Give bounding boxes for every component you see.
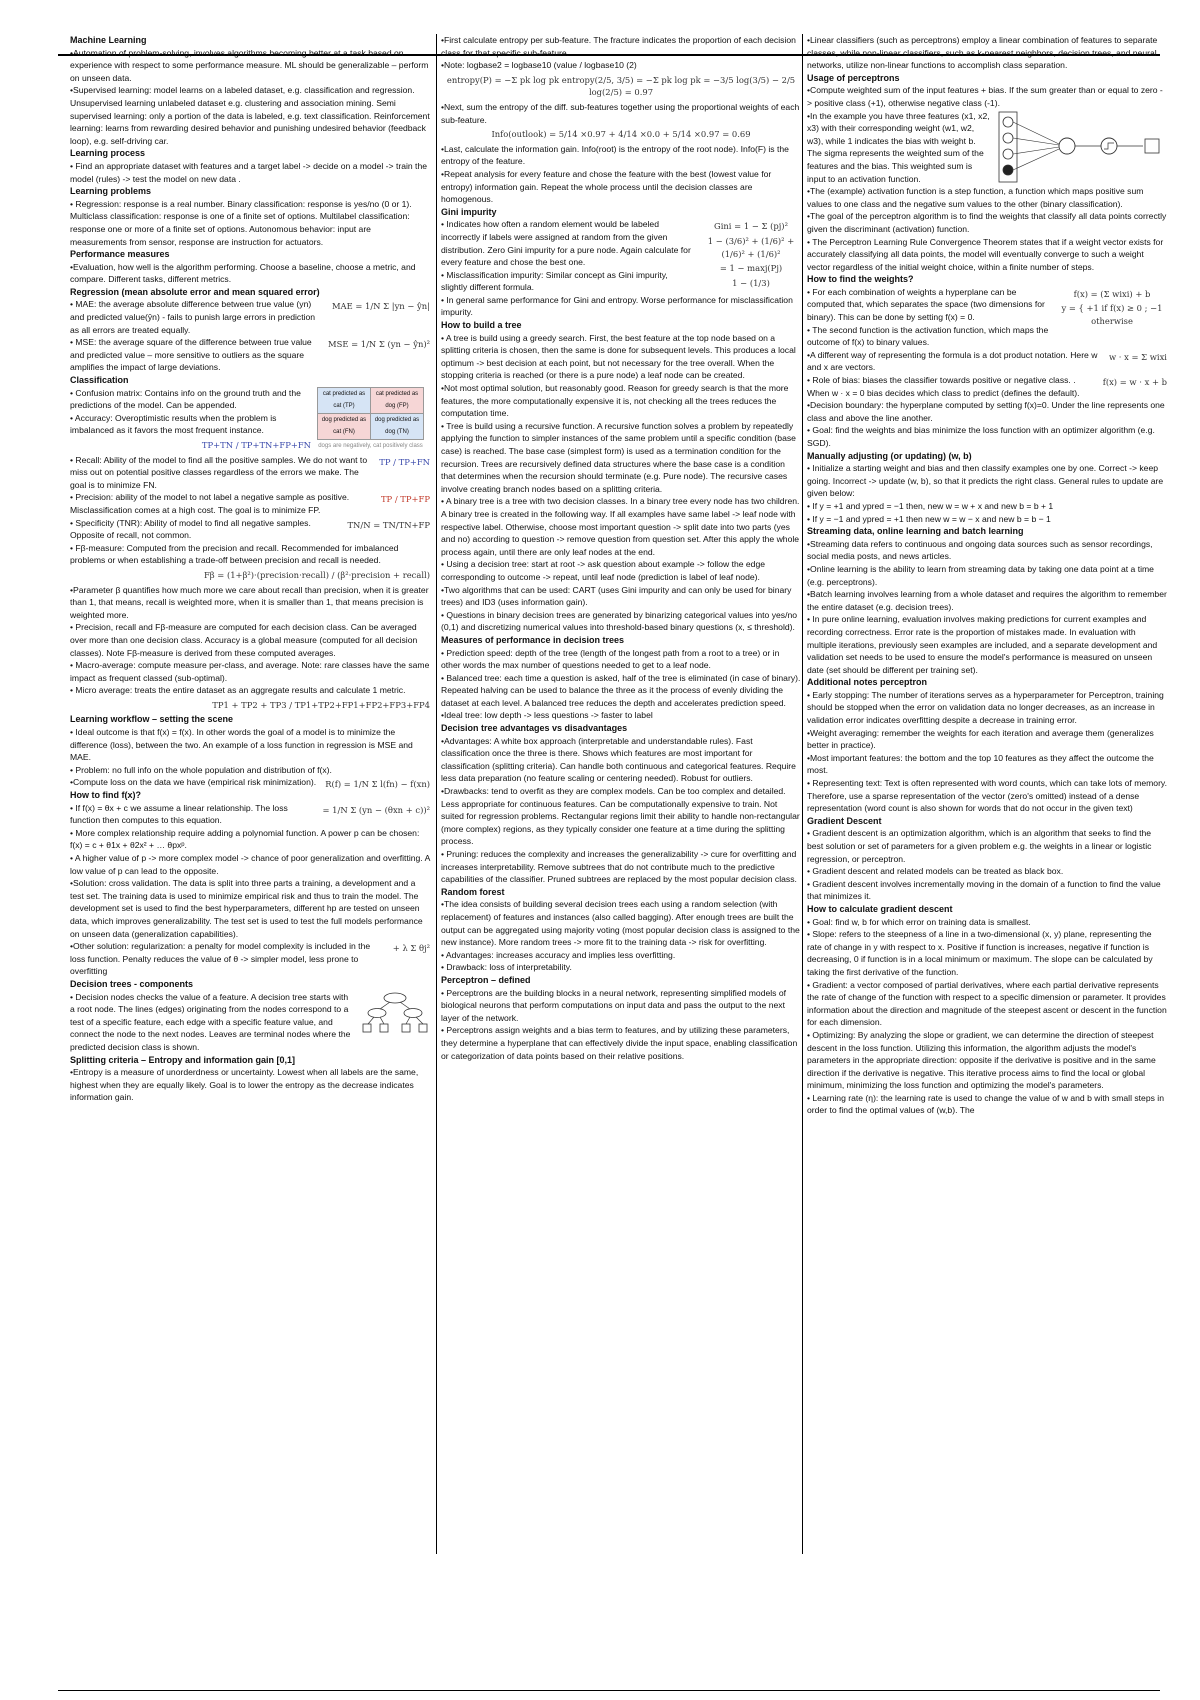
heading-splitting: Splitting criteria – Entropy and information gain [0,1] [70,1054,296,1065]
learning-process: • Find an appropriate dataset with features and a target label -> decide on a model -> train the model (rules) -> test the model on new data . [70,160,428,184]
bias-formula: f(x) = w · x + b [1102,377,1167,388]
slope: • Slope: refers to the steepness of a line in a two-dimensional (x, y) plane, representing the rate of change in y with respect to x. Positive if function is increases, negative if function is decreasing, 0 if function is in a local minimum or maximum. The slope can be calculated by taking the first derivative of the function. [807,929,1153,977]
drawbacks: •Drawbacks: tend to overfit as they are complex models. Can be too complex and detailed. Less appropriate for continuous features. Can be computationally expensive to train. Not suited for regression problems. Rectangular regions limit their ability to handle non-rectangular (more complex) regions, as they typically consider one feature at a time during the splitting process. [441,786,800,847]
heading-usage: Usage of perceptrons [807,72,900,83]
reg-formula: + λ Σ θj² [392,943,430,954]
activation-function: •The (example) activation function is a step function, a function which maps positive sum values to one class and the negative sum values to the other (binary classification). [807,186,1144,209]
dot-formula: w · x = Σ wixi [1108,351,1167,362]
heading-classification: Classification [70,375,129,386]
bottom-divider [58,1690,1160,1691]
manual-2: • If y = +1 and ypred = −1 then, new w = w + x and new b = b + 1 [807,500,1054,511]
mae-formula: MAE = 1/N Σ |yn − ŷn| [331,301,430,312]
matrix-tn: dog predicted as dog (TN) [371,413,424,439]
gini-example: 1 − (3/6)² + (1/6)² + (1/6)² + (1/6)² [707,235,795,259]
heading-learning-process: Learning process [70,148,146,159]
perceptron-1: • Perceptrons are the building blocks in a neural network, representing simplified models of biological neurons that perform computations on input data and pass the output to the next layer of the network. [441,987,787,1023]
gd-2: • Gradient descent and related models can be treated as black box. [807,866,1064,877]
weights-formula: f(x) = (Σ wixi) + b [1073,288,1151,299]
entropy-formula: entropy(P) = −Σ pk log pk entropy(2/5, 3/5) = −Σ pk log pk = −3/5 log(3/5) − 2/5 log(2/5) = 0.97 [446,74,796,98]
early-stopping: • Early stopping: The number of iterations serves as a hyperparameter for Perceptron, training should be stopped when the error on validation data no longer decreases, as an increase in validation error indicates overfitting despite a decrease in training error. [807,689,1164,726]
online-learning: •Online learning is the ability to learn from streaming data by taking one data point at a time (e.g. perceptrons). [807,563,1154,587]
pruning: • Pruning: reduces the complexity and increases the generalizability -> cure for overfitting and increases interpretability. Remove subtrees that do not contribute much to the predictive capabilities of the classifier. Pruned subtrees are replaced by the most popular decision class. [441,849,797,885]
column-2 [436,34,801,1554]
heading-weights: How to find the weights? [807,274,914,285]
manual-3: • If y = −1 and ypred = +1 then new w = w − x and new b = b − 1 [807,513,1051,524]
specificity-text: • Specificity (TNR): Ability of model to find all negative samples. Opposite of recall, not common. [70,517,311,541]
heading-gini: Gini impurity [441,206,497,217]
info-formula: Info(outlook) = 5/14 ×0.97 + 4/14 ×0.0 + 5/14 ×0.97 = 0.69 [491,129,751,140]
entropy-first: •First calculate entropy per sub-feature. The fracture indicates the proportion of each decision class for that specific sub-feature. [441,35,796,58]
representing-text: • Representing text: Text is often represented with word counts, which can take lots of memory. Therefore, use a sparse representation of the vector (zero's omitted) instead of a dense representation (word count is also shown for words that do not occur in the given text) [807,778,1167,814]
ideal-tree: •Ideal tree: low depth -> less questions -> faster to label [441,710,653,721]
heading-advantages: Decision tree advantages vs disadvantages [441,723,628,734]
weights-1: • For each combination of weights a hyperplane can be computed that, which separates the space (two dimensions for binary). This can be done by setting f(x) = 0. [807,286,1045,323]
heading-streaming: Streaming data, online learning and batch learning [807,526,1024,537]
section-title-machine-learning: Machine Learning [70,35,147,45]
misclass-text: • Misclassification impurity: Similar concept as Gini impurity, slightly different formula. [441,269,668,293]
build-2: •Not most optimal solution, but reasonably good. Reason for greedy search is that the more features, the more computationally expensive it is, not checking all the trees reduces the computation time. [441,383,789,419]
precision-text: • Precision: ability of the model to not label a negative sample as positive. Misclassification comes at a high cost. The goal is to minimize FP. [70,492,350,515]
gd-1: • Gradient descent is an optimization algorithm, which is an algorithm that seeks to find the best solution or set of parameters for a given problem e.g. the weights in a linear or logistic regression, or perceptron. [807,828,1152,864]
mae-text: • MAE: the average absolute difference between true value (yn) and predicted value(ŷn) - fails to punish large errors in prediction as all errors are treated equally. [70,299,316,335]
regularization: •Other solution: regularization: a penalty for model complexity is included in the loss function. Penalty reduces the value of θ -> simpler model, less prone to overfitting [70,941,371,977]
column-3 [802,34,1167,1554]
find-2: • More complex relationship require adding a polynomial function. A power p can be chosen: f(x) = c + θ1x + θ2x² + … θpxᵖ. [70,827,420,851]
build-3: • Tree is build using a recursive function. A recursive function solves a problem by repeatedly applying the function to simpler instances of the same problem until a specific condition (base case) is reached. The base case (simplest form) is used as a termination condition for the recursion. Trees are recursively defined data structures where the base case is a condition that determines when the recursion should terminate (e.g. Pure node). The recursive cases involve creating branch nodes based on a splitting criteria. [441,420,796,494]
workflow-2: • Problem: no full info on the whole population and distribution of f(x). [70,764,332,775]
risk-formula: R(f) = 1/N Σ l(fn) − f(xn) [325,779,430,790]
mse-text: • MSE: the average square of the difference between true value and predicted value – more sensitive to outliers as the square amplifies the impact of large deviations. [70,337,312,373]
gradient: • Gradient: a vector composed of partial derivatives, where each partial derivative represents the rate of change of the function with respect to a specific dimension or parameter. It provides information about the direction and magnitude of the steepest ascent or descent in the function for each dimension. [807,979,1167,1028]
prediction-speed: • Prediction speed: depth of the tree (length of the longest path from a root to a tree) or in other words the max number of questions needed to get to a leaf node. [441,647,780,671]
streaming-data: •Streaming data refers to continuous and ongoing data sources such as sensor recordings, social media posts, and news articles. [807,538,1153,562]
recall-text: • Recall: Ability of the model to find all the positive samples. We do not want to miss out on potential positive classes regardless of the errors we make. The goal is to minimize FN. [70,454,368,490]
find-1: • If f(x) = θx + c we assume a linear relationship. The loss function then computes to this equation. [70,802,288,826]
column-1 [70,34,430,1104]
workflow-3: •Compute loss on the data we have (empirical risk minimization). [70,777,317,788]
matrix-tp: cat predicted as cat (TP) [318,387,371,413]
misclass-example: 1 − (1/3) [732,277,770,288]
optimizing: • Optimizing: By analyzing the slope or gradient, we can determine the direction of steepest descent in the loss function. Utilizing this information, the algorithm adjusts the model's parameters in the appropriate direction: opposite if the derivative is positive and in the same direction if the derivative is negative. This iterative process aims to find the local or global minimum, minimizing the loss function and optimizing the model's parameters. [807,1029,1156,1091]
forest-advantages: • Advantages: increases accuracy and implies less overfitting. [441,949,676,960]
precision-formula: TP / TP+FP [380,494,430,505]
heading-perceptron: Perceptron – defined [441,974,531,985]
heading-learning-problems: Learning problems [70,186,152,197]
precision-recall-text: • Precision, recall and Fβ-measure are computed for each decision class. Can be averaged over more than one decision class. Accuracy is a global measure (computed for all decision classes). Note Fβ-measure is derived from these computed averages. [70,622,418,658]
confusion-text: • Confusion matrix: Contains info on the ground truth and the predictions of the model. Can be appended. [70,387,301,411]
heading-regression: Regression (mean absolute error and mean squared error) [70,286,320,297]
beta-text: •Parameter β quantifies how much more we care about recall than precision, when it is greater than 1, that means, recall is weighted more, when it is smaller than 1, that means precision is weighted more. [70,584,429,620]
advantages: •Advantages: A white box approach (interpretable and understandable rules). Fast classification once the three is there. Shows which features are most important for classification (splitting criteria). Can handle both continuous and categorical features. Require less data preparation (no feature scaling or centering needed). Robust for outliers. [441,735,796,784]
perceptron-2: • Perceptrons assign weights and a bias term to features, and by utilizing these parameters, they determine a hyperplane that can effectively divide the input space, enabling classification or categorization of data points based on their relative positions. [441,1025,798,1061]
sum-entropy: •Next, sum the entropy of the diff. sub-features together using the proportional weights of each sub-feature. [441,101,800,125]
batch-learning: •Batch learning involves learning from a whole dataset and requires the algorithm to remember the entire dataset (e.g. decision trees). [807,589,1167,612]
heading-find-f: How to find f(x)? [70,790,141,801]
important-features: •Most important features: the bottom and the top 10 features as they affect the outcome the most. [807,752,1154,776]
cross-validation: •Solution: cross validation. The data is split into three parts a training, a development and a test set. The training data is used to minimize empirical risk and thus to train the model. The development set is used to find the best hyperparameters, different hp are tested on unseen data, which improves generalizability. The test set is used to test the full models performance on unseen data (generalization capabilities). [70,878,423,939]
fmeasure-text: • Fβ-measure: Computed from the precision and recall. Recommended for imbalanced problems or when establishing a trade-off between precision and recall is needed. [70,542,399,566]
decision-trees: • Decision nodes checks the value of a feature. A decision tree starts with a root node. The lines (edges) originating from the nodes correspond to a test of a specific feature, each edge with a specific feature value, and connect the node to the next nodes. Leaves are terminal nodes where the predicted decision class is shown. [70,991,351,1052]
heading-measures: Measures of performance in decision trees [441,634,625,645]
last-calc: •Last, calculate the information gain. Info(root) is the entropy of the root node). Info(F) is the entropy of the feature. [441,143,789,167]
balanced-tree: • Balanced tree: each time a question is asked, half of the tree is eliminated (in case of binary). Repeated halving can be used to balance the three as it the process of evenly dividing the dataset at each level. A balanced tree reduces the depth and accelerates prediction speed. [441,672,801,708]
micro-formula: TP1 + TP2 + TP3 / TP1+TP2+FP1+FP2+FP3+FP4 [212,699,430,710]
weights-2: • The second function is the activation function, which maps the outcome of f(x) to binary values. [807,324,1049,348]
two-algorithms: •Two algorithms that can be used: CART (uses Gini impurity and can only be used for binary trees) and ID3 (uses information gain). [441,584,792,608]
find-3: • A higher value of p -> more complex model -> chance of poor generalization and overfitting. A low value of p can lead to the opposite. [70,853,430,876]
recall-formula: TP / TP+FN [379,456,430,467]
manual-1: • Initialize a starting weight and bias and then classify examples one by one. Correct -> keep going. Incorrect -> update (w, b), so that it predicts the right class. General rules to update are given below: [807,463,1164,499]
role-of-bias: • Role of bias: biases the classifier towards positive or negative class. . When w · x = 0 bias decides which class to predict (defines the default). [807,375,1080,398]
heading-gradient-descent: Gradient Descent [807,815,882,826]
general-same: • In general same performance for Gini and entropy. Worse performance for misclassification impurity. [441,294,793,318]
accuracy-formula: TP+TN / TP+TN+FP+FN [201,440,311,450]
learning-rate: • Learning rate (η): the learning rate is used to change the value of w and b with small steps in order to find the optimal values of (w,b). The [807,1092,1164,1116]
weight-averaging: •Weight averaging: remember the weights for each iteration and average them (generalizes better in practice). [807,727,1154,751]
repeat-analysis: •Repeat analysis for every feature and chose the feature with the best (lowest value for entropy) information gain. Repeat the whole process until the decision classes are homogenous. [441,168,772,205]
weights-formulas [1057,286,1167,330]
heading-random-forest: Random forest [441,886,505,897]
calc-goal: • Goal: find w, b for which error on training data is smallest. [807,916,1031,927]
dot-product: •A different way of representing the formula is a dot product notation. Here w and x are vectors. [807,349,1098,373]
heading-workflow: Learning workflow – setting the scene [70,714,234,725]
using-tree: • Using a decision tree: start at root -> ask question about example -> follow the edge corresponding to outcome -> repeat, until leaf node (prediction is label of leaf node). [441,559,766,582]
tree-diagram-icon [360,991,430,1035]
supervised-learning: •Supervised learning: model learns on a labeled dataset, e.g. classification and regression. Unsupervised learning unlabeled dataset e.g. clustering and association mining. Semi supervised learning: only a portion of the data is labeled, e.g. text classification. Reinforcement learning: learns from rewarding desired behavior and punishing undesired behavior (feedback loop), e.g. self-driving car. [70,85,430,146]
convergence-theorem: • The Perceptron Learning Rule Convergence Theorem states that if a weight vector exists for accurately classifying all data points, the model will eventually converge to such a weight vector regardless of the initial weight choice, within a finite number of steps. [807,236,1164,272]
macro-text: • Macro-average: compute measure per-class, and average. Note: rare classes have the same impact as frequent classed (sub-optimal). [70,660,430,683]
usage-2: •In the example you have three features (x1, x2, x3) with their corresponding weight (w1, w2, w3), while 1 indicates the bias with weight b. The sigma represents the weighted sum of the features and the bias. This weighted sum is input to an activation function. [807,110,990,184]
gd-3: • Gradient descent involves incrementally moving in the domain of a function to find the value that minimizes it. [807,878,1161,902]
confusion-matrix [317,387,424,453]
linear-classifiers: •Linear classifiers (such as perceptrons) employ a linear combination of features to separate classes, while non-linear classifiers, such as k-nearest neighbors, decision trees, and neural networks, utilize non-linear functions to accomplish class separation. [807,35,1158,71]
heading-performance-measures: Performance measures [70,249,170,260]
questions: • Questions in binary decision trees are generated by binarizing categorical values into yes/no (0,1) and discretizing numerical values into threshold-based binary questions (x, ≤ threshold). [441,609,798,633]
heading-manual: Manually adjusting (or updating) (w, b) [807,450,972,461]
usage-1: •Compute weighted sum of the input features + bias. If the sum greater than or equal to zero -> positive class (+1), otherwise negative class (-1). [807,85,1163,108]
accuracy-text: • Accuracy: Overoptimistic results when the problem is imbalanced as it favors the most frequent instance. [70,412,277,436]
micro-text: • Micro average: treats the entire dataset as an aggregate results and calculate 1 metric. [70,685,406,696]
heading-decision-trees: Decision trees - components [70,978,194,989]
heading-additional: Additional notes perceptron [807,677,928,688]
perceptron-goal: •The goal of the perceptron algorithm is to find the weights that classify all data points correctly given the discriminant (activation) function. [807,211,1167,234]
goal-2: • Goal: find the weights and bias minimize the loss function with an optimizer algorithm (e.g. SGD). [807,425,1155,448]
matrix-caption: dogs are negatively, cat positively class [318,443,423,449]
random-forest: •The idea consists of building several decision trees each using a random selection (with replacement) of features and instances (also called bagging). After enough trees are built the output can be aggregated using majority voting (most popular decision class is assigned to the new instance). More random trees -> more fit to the training data -> risk for overfitting. [441,899,800,948]
gini-text: • Indicates how often a random element would be labeled incorrectly if labels were assigned at random from the given distribution. Zero Gini impurity for a pure node. Again calculate for every feature and chose the best one. [441,219,691,268]
fmeasure-formula: Fβ = (1+β²)·(precision·recall) / (β²·precision + recall) [203,569,430,580]
build-1: • A tree is build using a greedy search. First, the best feature at the top node based on a splitting criteria is chosen, then the same is done for subsequent levels. This produces a local optimum -> best decision at each point, but not necessary for the tree overall. When the stopping criteria is reached (or there is a pure node) a leaf node can be created. [441,332,796,381]
matrix-fp: cat predicted as dog (FP) [371,387,424,413]
gini-formulas [701,218,801,291]
misclass-formula: = 1 − maxj(Pj) [719,263,783,274]
decision-boundary: •Decision boundary: the hyperplane computed by setting f(x)=0. Under the line represents one class and above the line another. [807,400,1165,423]
note-log: •Note: logbase2 = logbase10 (value / logbase10 (2) [441,60,637,71]
matrix-fn: dog predicted as cat (FN) [318,413,371,439]
performance-measures: •Evaluation, how well is the algorithm performing. Choose a baseline, choose a metric, and compare. Different tasks, different metrics. [70,261,416,285]
binary-tree: • A binary tree is a tree with two decision classes. In a binary tree every node has two children. A binary tree is created in the following way. If all examples have same label -> leaf node with respective label. Otherwise, choose most important question -> split date into two parts (yes and no) according to question -> remove question from question set. After this apply the whole process again, until there are only leaf nodes at the end. [441,496,800,557]
gini-formula: Gini = 1 − Σ (pj)² [714,221,788,232]
entropy-text: •Entropy is a measure of unorderdness or uncertainty. Lowest when all labels are the same, highest when they are equally likely. Goal is to lower the entropy as the decrease indicates information gain. [70,1067,419,1103]
heading-build-tree: How to build a tree [441,320,522,331]
ml-intro: •Automation of problem-solving, involves algorithms becoming better at a task based on experience with respect to some performance measure. ML should be generalizable – perform on unseen data. [70,47,429,83]
pure-online: • In pure online learning, evaluation involves making predictions for current examples and recording correctness. Error rate is the proportion of mistakes made. In evaluation with multiple iterations, previously seen examples are included, and a separate development and validation set needs to be used to ensure the model's performance is measured on unseen date (set should be different per training set). [807,614,1158,675]
learning-problems: • Regression: response is a real number. Binary classification: response is yes/no (0 or 1). Multiclass classification: response is one of a finite set of options. Multilabel classification: response one or more of a finite set of options. Autonomous behavior: input are measurements from sensor, response are instruction for actuators. [70,198,412,247]
forest-drawback: • Drawback: loss of interpretability. [441,962,572,973]
heading-calc-gradient: How to calculate gradient descent [807,903,953,914]
mse-formula: MSE = 1/N Σ (yn − ŷn)² [328,339,430,350]
specificity-formula: TN/N = TN/TN+FP [347,519,430,530]
step-formula: y = { +1 if f(x) ≥ 0 ; −1 otherwise [1061,303,1163,327]
perceptron-diagram-icon [997,110,1167,184]
find-formula: = 1/N Σ (yn − (θxn + c))² [322,804,430,815]
workflow-1: • Ideal outcome is that f(x) = f(x). In other words the goal of a model is to minimize the difference (loss), between the two. An example of a loss function in regression is MSE and MAE. [70,727,413,763]
